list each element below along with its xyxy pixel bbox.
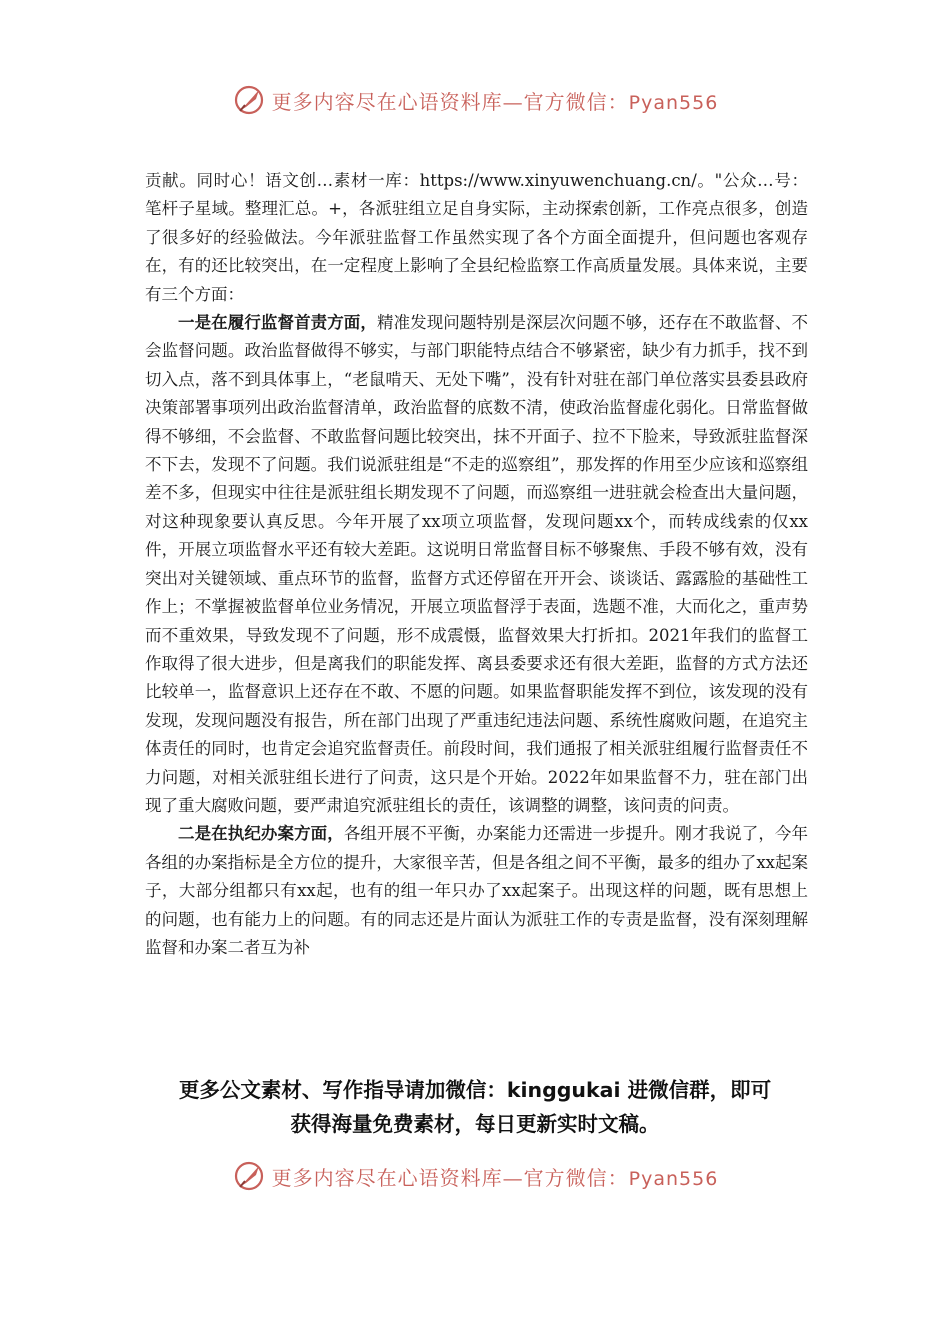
paragraph-case-handling xyxy=(145,820,808,962)
promo-notice xyxy=(100,1073,850,1141)
header-wechat-id: Pyan556 xyxy=(628,91,719,114)
document-body xyxy=(145,167,808,962)
promo-line-2: 获得海量免费素材，每日更新实时文稿。 xyxy=(290,1112,660,1136)
footer-site-label: 更多内容尽在心语资料库—官方微信： xyxy=(271,1165,629,1190)
paragraph-case-handling-text: 各组开展不平衡，办案能力还需进一步提升。刚才我说了，今年各组的办案指标是全方位的提升，大家很辛苦，但是各组之间不平衡，最多的组办了xx起案子，大部分组都只有xx起，也有的组一年只办了xx起案子。出现这样的问题，既有思想上的问题，也有能力上的问题。有的同志还是片面认为派驻工作的专责是监督，没有深刻理解监督和办案二者互为补 xyxy=(145,824,809,957)
footer-banner xyxy=(0,1156,950,1196)
footer-site-text xyxy=(272,1162,719,1191)
footer-wechat-id: Pyan556 xyxy=(628,1167,719,1190)
header-banner xyxy=(0,80,950,120)
paragraph-supervision xyxy=(145,309,808,820)
quill-logo-icon xyxy=(232,1159,266,1193)
paragraph-case-handling-heading: 二是在执纪办案方面， xyxy=(178,824,344,844)
paragraph-intro: 贡献。同时心！语文创…素材一库：https://www.xinyuwenchuang.cn/。"公众…号：笔杆子星域。整理汇总。+，各派驻组立足自身实际，主动探索创新，工作亮点很多，创造了很多好的经验做法。今年派驻监督工作虽然实现了各个方面全面提升，但问题也客观存在，有的还比较突出，在一定程度上影响了全县纪检监察工作高质量发展。具体来说，主要有三个方面： xyxy=(145,171,808,304)
paragraph-supervision-heading: 一是在履行监督首责方面， xyxy=(178,313,377,333)
header-site-text xyxy=(272,86,719,115)
header-site-label: 更多内容尽在心语资料库—官方微信： xyxy=(271,89,629,114)
promo-line-1: 更多公文素材、写作指导请加微信：kinggukai 进微信群，即可 xyxy=(178,1078,772,1102)
quill-logo-icon xyxy=(232,83,266,117)
paragraph-supervision-text: 精准发现问题特别是深层次问题不够，还存在不敢监督、不会监督问题。政治监督做得不够实，与部门职能特点结合不够紧密，缺少有力抓手，找不到切入点，落不到具体事上，“老鼠啃天、无处下嘴”，没有针对驻在部门单位落实县委县政府决策部署事项列出政治监督清单，政治监督的底数不清，使政治监督虚化弱化。日常监督做得不够细，不会监督、不敢监督问题比较突出，抹不开面子、拉不下脸来，导致派驻监督深不下去，发现不了问题。我们说派驻组是“不走的巡察组”，那发挥的作用至少应该和巡察组差不多，但现实中往往是派驻组长期发现不了问题，而巡察组一进驻就会检查出大量问题，对这种现象要认真反思。今年开展了xx项立项监督，发现问题xx个，而转成线索的仅xx件，开展立项监督水平还有较大差距。这说明日常监督目标不够聚焦、手段不够有效，没有突出对关键领域、重点环节的监督，监督方式还停留在开开会、谈谈话、露露脸的基础性工作上；不掌握被监督单位业务情况，开展立项监督浮于表面，选题不准，大而化之，重声势而不重效果，导致发现不了问题，形不成震慑，监督效果大打折扣。2021年我们的监督工作取得了很大进步，但是离我们的职能发挥、离县委要求还有很大差距，监督的方式方法还比较单一，监督意识上还存在不敢、不愿的问题。如果监督职能发挥不到位，该发现的没有发现，发现问题没有报告，所在部门出现了严重违纪违法问题、系统性腐败问题，在追究主体责任的同时，也肯定会追究监督责任。前段时间，我们通报了相关派驻组履行监督责任不力问题，对相关派驻组长进行了问责，这只是个开始。2022年如果监督不力，驻在部门出现了重大腐败问题，要严肃追究派驻组长的责任，该调整的调整，该问责的问责。 xyxy=(145,313,809,815)
